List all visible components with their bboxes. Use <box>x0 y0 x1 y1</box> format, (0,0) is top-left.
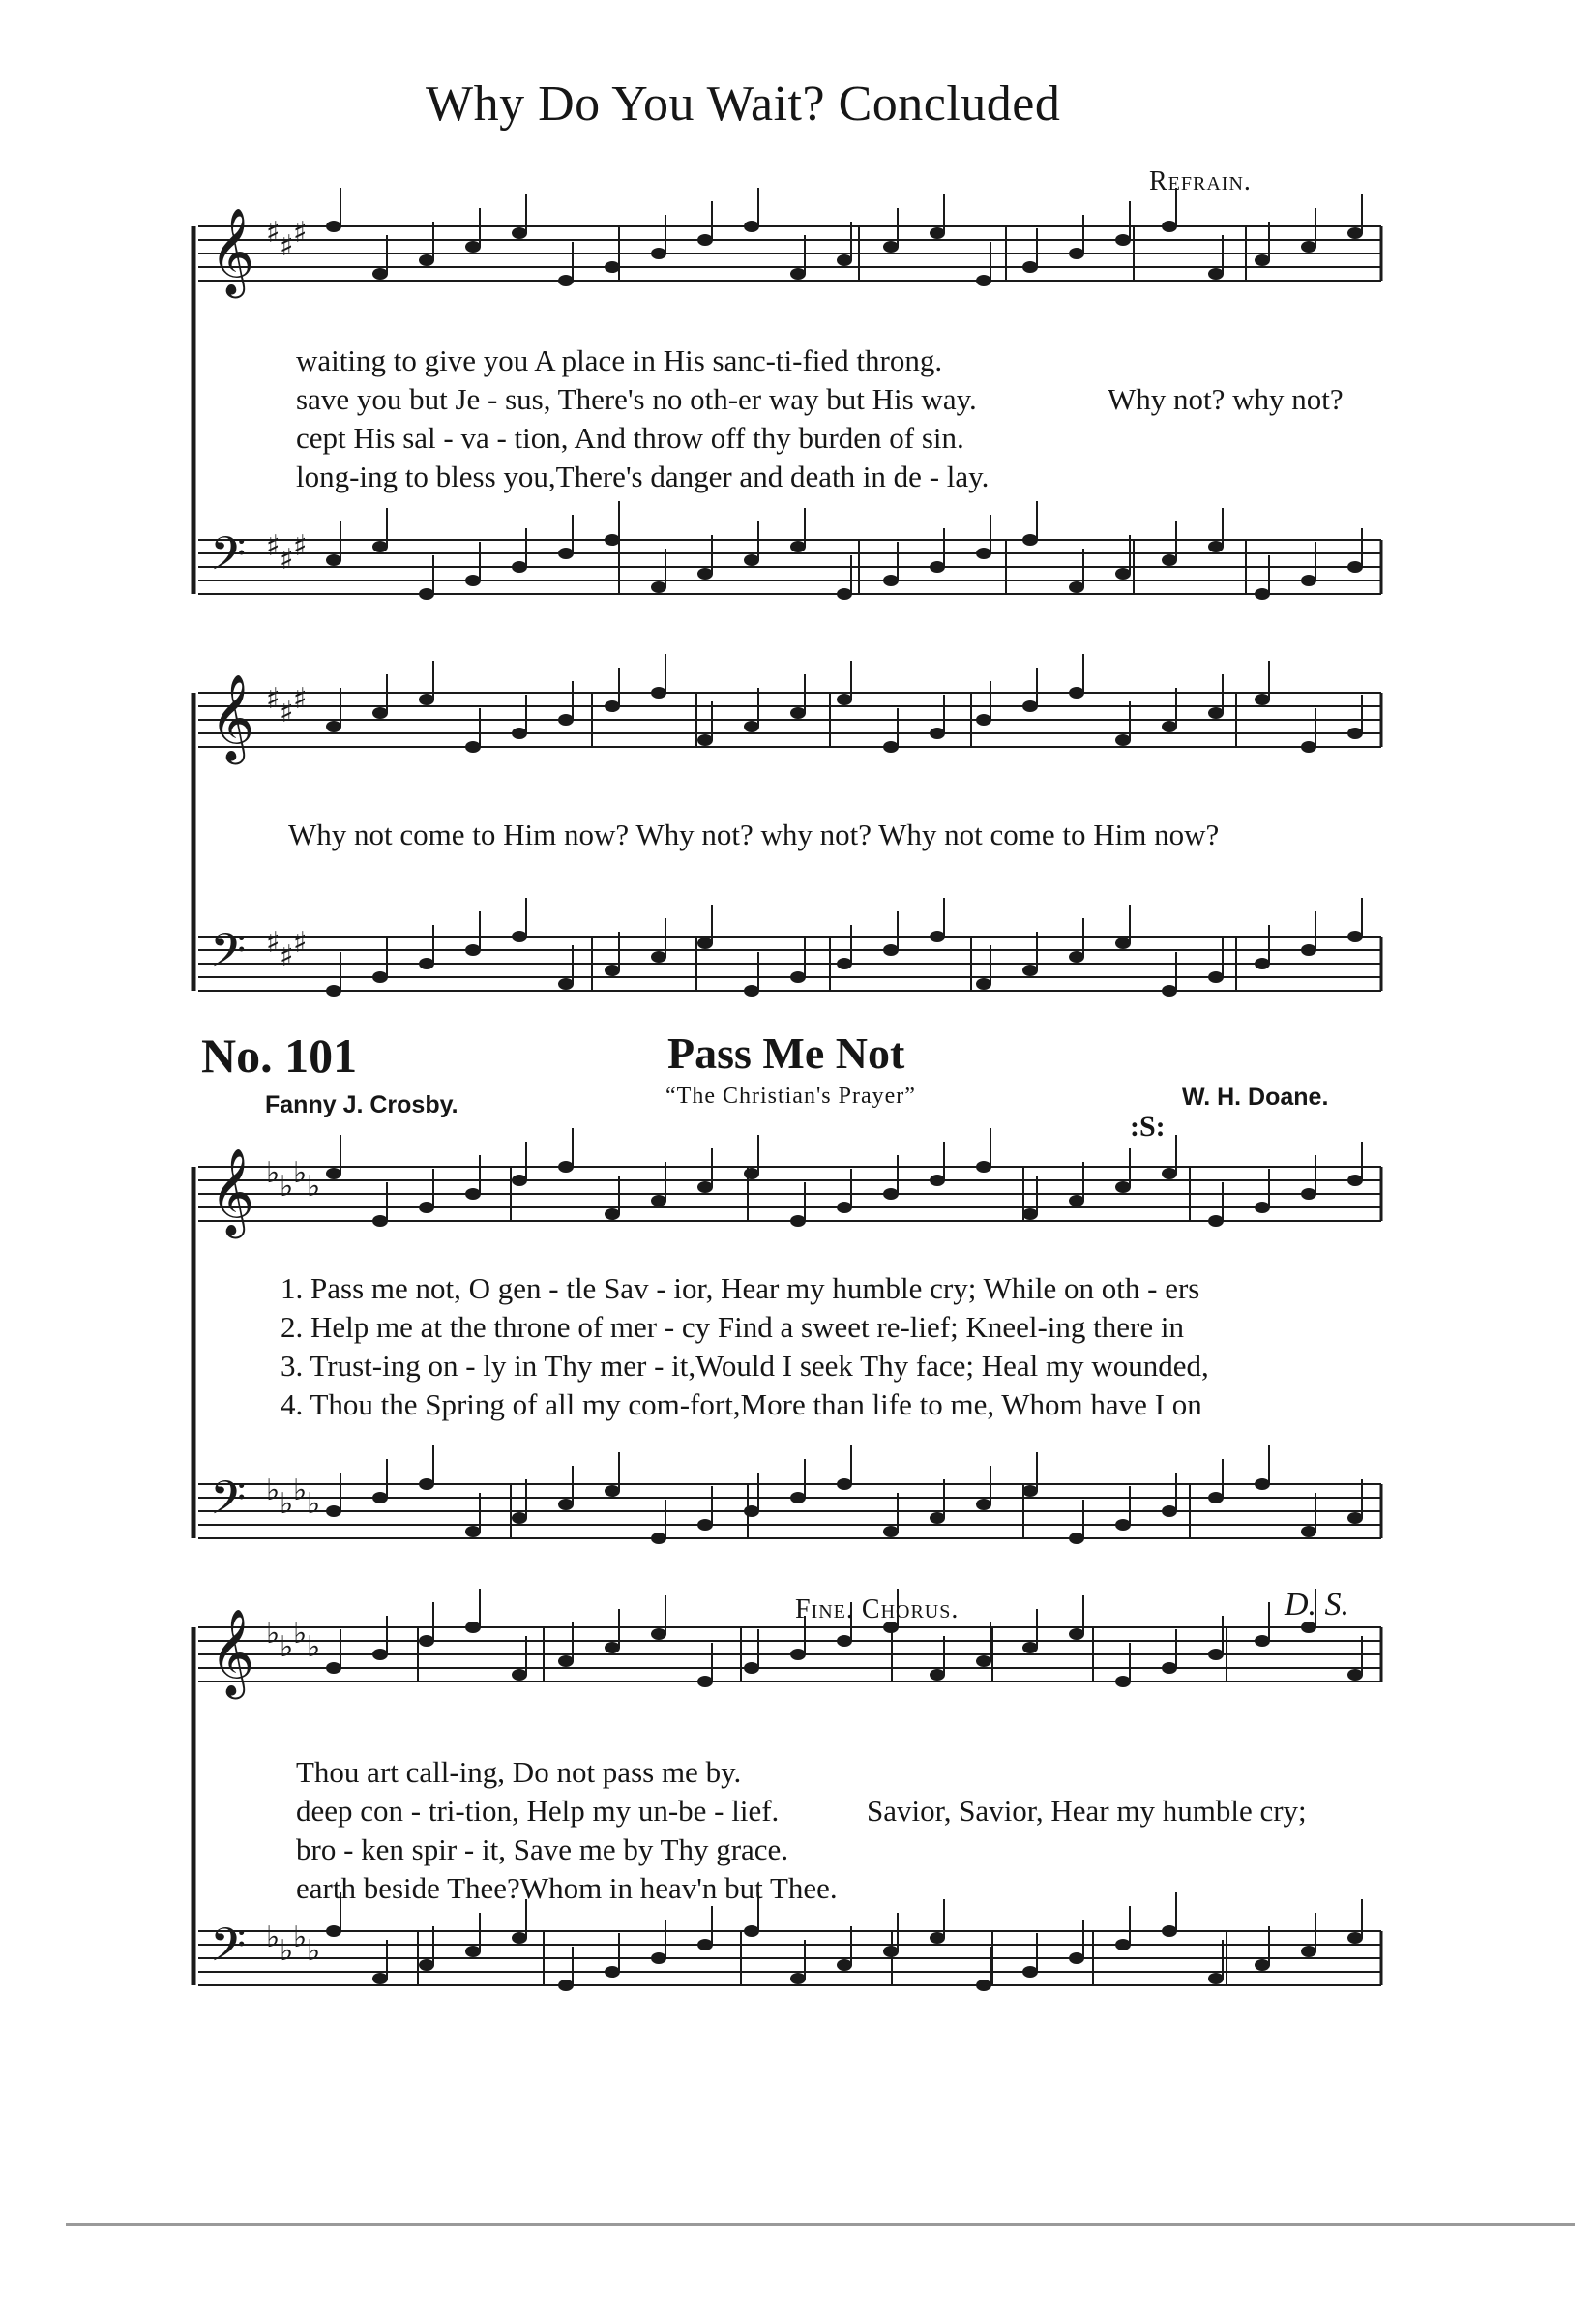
sharp-icon: ♯ <box>266 529 281 563</box>
sharp-icon: ♯ <box>293 682 308 716</box>
note-head <box>1162 1168 1177 1179</box>
note-head <box>883 241 899 253</box>
note-head <box>1115 734 1131 746</box>
treble-clef-icon: 𝄞 <box>210 208 255 295</box>
note-head <box>372 268 388 280</box>
note-head <box>1162 1505 1177 1517</box>
note-head <box>790 1215 806 1227</box>
note-head <box>1022 1966 1038 1978</box>
note-head <box>465 241 481 253</box>
note-head <box>372 1215 388 1227</box>
note-head <box>1301 741 1316 753</box>
treble-clef-icon: 𝄞 <box>210 1609 255 1696</box>
note-head <box>837 1478 852 1490</box>
flat-icon: ♭ <box>280 1630 294 1664</box>
note-head <box>419 1478 434 1490</box>
note-head <box>1022 965 1038 976</box>
note-head <box>976 1499 991 1510</box>
note-head <box>419 254 434 266</box>
sharp-icon: ♯ <box>293 926 308 960</box>
note-head <box>744 221 759 232</box>
note-head <box>326 221 341 232</box>
note-head <box>419 588 434 600</box>
note-head <box>837 958 852 969</box>
treble-clef-icon: 𝄞 <box>210 1148 255 1235</box>
lyric-line: cept His sal - va - tion, And throw off thy burden of sin. <box>296 421 964 455</box>
note-head <box>558 1980 574 1991</box>
note-head <box>512 1175 527 1186</box>
note-head <box>558 1161 574 1173</box>
note-head <box>744 1505 759 1517</box>
lyric-line: 2. Help me at the throne of mer - cy Find a sweet re-lief; Kneel-ing there in <box>281 1310 1184 1344</box>
treble-clef-icon: 𝄞 <box>210 674 255 761</box>
sharp-icon: ♯ <box>293 529 308 563</box>
note-head <box>1069 1533 1084 1544</box>
sharp-icon: ♯ <box>266 926 281 960</box>
note-head <box>697 734 713 746</box>
hymn-title: Why Do You Wait? Concluded <box>426 76 1061 132</box>
flat-icon: ♭ <box>307 1934 321 1968</box>
note-head <box>512 1669 527 1681</box>
flat-icon: ♭ <box>293 1156 308 1190</box>
note-head <box>605 700 620 712</box>
note-head <box>883 1946 899 1957</box>
note-head <box>1301 1946 1316 1957</box>
note-head <box>697 1676 713 1687</box>
note-head <box>605 534 620 546</box>
note-head <box>1115 1181 1131 1193</box>
note-head <box>1208 1973 1224 1984</box>
refrain-label: Refrain. <box>1149 166 1252 196</box>
lyric-line: deep con - tri-tion, Help my un-be - lief. <box>296 1794 780 1828</box>
note-head <box>1255 694 1270 705</box>
note-head <box>1255 958 1270 969</box>
note-head <box>976 978 991 990</box>
note-head <box>1022 1485 1038 1497</box>
lyric-line: Thou art call-ing, Do not pass me by. <box>296 1755 742 1789</box>
note-head <box>976 714 991 726</box>
hymn-number: No. 101 <box>201 1028 358 1083</box>
note-head <box>837 1635 852 1647</box>
bass-clef-icon: 𝄢 <box>210 1918 247 1983</box>
note-head <box>744 1662 759 1674</box>
note-head <box>465 1946 481 1957</box>
note-head <box>1069 1952 1084 1964</box>
lyric-line: save you but Je - sus, There's no oth-er way but His way. <box>296 382 977 416</box>
flat-icon: ♭ <box>266 1920 281 1954</box>
note-head <box>1347 931 1363 942</box>
flat-icon: ♭ <box>307 1487 321 1521</box>
note-head <box>1255 1635 1270 1647</box>
note-head <box>790 1973 806 1984</box>
note-head <box>605 965 620 976</box>
note-head <box>1069 248 1084 259</box>
note-head <box>1255 1959 1270 1971</box>
flat-icon: ♭ <box>266 1156 281 1190</box>
note-head <box>1347 1175 1363 1186</box>
note-head <box>372 1492 388 1503</box>
note-head <box>790 707 806 719</box>
note-head <box>837 254 852 266</box>
flat-icon: ♭ <box>307 1630 321 1664</box>
flat-icon: ♭ <box>280 1487 294 1521</box>
note-head <box>326 1168 341 1179</box>
note-head <box>1208 1492 1224 1503</box>
note-head <box>512 1932 527 1944</box>
note-head <box>558 275 574 286</box>
bass-clef-icon: 𝄢 <box>210 1471 247 1536</box>
refrain-lyric: Why not come to Him now? Why not? why not? Why not come to Him now? <box>288 818 1220 851</box>
lyric-line: earth beside Thee?Whom in heav'n but Thee. <box>296 1871 838 1905</box>
note-head <box>465 944 481 956</box>
note-head <box>697 234 713 246</box>
chorus-lyric: Savior, Savior, Hear my humble cry; <box>867 1794 1307 1828</box>
note-head <box>1115 234 1131 246</box>
note-head <box>605 1485 620 1497</box>
note-head <box>326 721 341 732</box>
sharp-icon: ♯ <box>266 682 281 716</box>
note-head <box>605 1208 620 1220</box>
note-head <box>1115 938 1131 949</box>
note-head <box>651 951 666 963</box>
note-head <box>605 261 620 273</box>
note-head <box>1208 268 1224 280</box>
note-head <box>651 581 666 593</box>
note-head <box>976 1161 991 1173</box>
note-head <box>1255 1202 1270 1213</box>
note-head <box>1069 581 1084 593</box>
note-head <box>372 707 388 719</box>
note-head <box>1115 568 1131 580</box>
sharp-icon: ♯ <box>280 939 294 973</box>
note-head <box>372 1649 388 1660</box>
note-head <box>372 1973 388 1984</box>
note-head <box>1162 985 1177 997</box>
flat-icon: ♭ <box>293 1474 308 1507</box>
note-head <box>651 1195 666 1206</box>
note-head <box>976 548 991 559</box>
note-head <box>976 275 991 286</box>
note-head <box>326 1662 341 1674</box>
note-head <box>651 248 666 259</box>
note-head <box>1115 1519 1131 1531</box>
page-bottom-rule <box>66 2223 1575 2226</box>
note-head <box>605 1642 620 1653</box>
note-head <box>930 728 945 739</box>
bass-clef-icon: 𝄢 <box>210 526 247 592</box>
note-head <box>1022 1642 1038 1653</box>
note-head <box>419 694 434 705</box>
note-head <box>790 971 806 983</box>
note-head <box>883 1526 899 1537</box>
note-head <box>976 1980 991 1991</box>
sharp-icon: ♯ <box>293 216 308 250</box>
note-head <box>744 1168 759 1179</box>
note-head <box>790 1649 806 1660</box>
note-head <box>1255 1478 1270 1490</box>
flat-icon: ♭ <box>307 1170 321 1204</box>
note-head <box>697 1519 713 1531</box>
note-head <box>1069 951 1084 963</box>
note-head <box>512 1512 527 1524</box>
composer-credit: W. H. Doane. <box>1182 1084 1329 1111</box>
note-head <box>697 1939 713 1950</box>
note-head <box>558 714 574 726</box>
lyric-line: long-ing to bless you,There's danger and death in de - lay. <box>296 460 990 493</box>
flat-icon: ♭ <box>266 1617 281 1651</box>
note-head <box>651 1952 666 1964</box>
note-head <box>930 1175 945 1186</box>
note-head <box>790 541 806 552</box>
lyric-line: bro - ken spir - it, Save me by Thy grace. <box>296 1832 789 1866</box>
note-head <box>326 554 341 566</box>
note-head <box>1208 707 1224 719</box>
note-head <box>1301 944 1316 956</box>
lyric-line: 1. Pass me not, O gen - tle Sav - ior, Hear my humble cry; While on oth - ers <box>281 1271 1200 1305</box>
note-head <box>790 268 806 280</box>
note-head <box>512 227 527 239</box>
note-head <box>1347 227 1363 239</box>
note-head <box>419 958 434 969</box>
note-head <box>1301 241 1316 253</box>
note-head <box>558 1655 574 1667</box>
note-head <box>1162 1662 1177 1674</box>
note-head <box>1301 1526 1316 1537</box>
note-head <box>744 721 759 732</box>
note-head <box>558 1499 574 1510</box>
note-head <box>651 1628 666 1640</box>
sharp-icon: ♯ <box>280 543 294 577</box>
note-head <box>1162 554 1177 566</box>
note-head <box>1022 700 1038 712</box>
note-head <box>837 1202 852 1213</box>
flat-icon: ♭ <box>293 1920 308 1954</box>
sharp-icon: ♯ <box>280 696 294 729</box>
note-head <box>930 1669 945 1681</box>
note-head <box>1208 541 1224 552</box>
note-head <box>1347 1932 1363 1944</box>
note-head <box>883 944 899 956</box>
note-head <box>465 741 481 753</box>
note-head <box>1022 534 1038 546</box>
note-head <box>419 1959 434 1971</box>
fine-chorus-label: Fine. Chorus. <box>795 1594 960 1624</box>
note-head <box>1347 1512 1363 1524</box>
note-head <box>744 554 759 566</box>
note-head <box>697 1181 713 1193</box>
note-head <box>558 548 574 559</box>
flat-icon: ♭ <box>280 1934 294 1968</box>
bass-clef-icon: 𝄢 <box>210 923 247 989</box>
lyric-line: waiting to give you A place in His sanc-ti-fied throng. <box>296 343 943 377</box>
note-head <box>1208 971 1224 983</box>
note-head <box>697 938 713 949</box>
note-head <box>1115 1939 1131 1950</box>
note-head <box>790 1492 806 1503</box>
flat-icon: ♭ <box>280 1170 294 1204</box>
note-head <box>1347 728 1363 739</box>
note-head <box>1301 1188 1316 1200</box>
note-head <box>1115 1676 1131 1687</box>
note-head <box>465 575 481 586</box>
refrain-lyric-start: Why not? why not? <box>1108 382 1344 416</box>
note-head <box>512 931 527 942</box>
note-head <box>930 227 945 239</box>
note-head <box>1347 561 1363 573</box>
note-head <box>1208 1215 1224 1227</box>
note-head <box>1069 1195 1084 1206</box>
note-head <box>1255 254 1270 266</box>
segno-mark: :S: <box>1130 1111 1166 1143</box>
note-head <box>326 1505 341 1517</box>
lyric-line: 3. Trust-ing on - ly in Thy mer - it,Would I seek Thy face; Heal my wounded, <box>281 1349 1209 1383</box>
ds-mark: D. S. <box>1285 1587 1350 1622</box>
note-head <box>1162 221 1177 232</box>
note-head <box>1069 687 1084 699</box>
note-head <box>1301 575 1316 586</box>
note-head <box>697 568 713 580</box>
note-head <box>930 931 945 942</box>
flat-icon: ♭ <box>266 1474 281 1507</box>
note-head <box>837 588 852 600</box>
note-head <box>1162 1925 1177 1937</box>
note-head <box>326 1925 341 1937</box>
note-head <box>976 1655 991 1667</box>
note-head <box>372 541 388 552</box>
note-head <box>512 728 527 739</box>
note-head <box>1347 1669 1363 1681</box>
note-head <box>1022 261 1038 273</box>
note-head <box>930 1512 945 1524</box>
note-head <box>326 985 341 997</box>
sharp-icon: ♯ <box>266 216 281 250</box>
note-head <box>837 1959 852 1971</box>
note-head <box>883 1188 899 1200</box>
note-head <box>465 1622 481 1633</box>
note-head <box>744 1925 759 1937</box>
note-head <box>465 1526 481 1537</box>
note-head <box>419 1635 434 1647</box>
note-head <box>465 1188 481 1200</box>
note-head <box>837 694 852 705</box>
note-head <box>1069 1628 1084 1640</box>
note-head <box>651 687 666 699</box>
note-head <box>651 1533 666 1544</box>
note-head <box>605 1966 620 1978</box>
note-head <box>930 1932 945 1944</box>
note-head <box>1255 588 1270 600</box>
note-head <box>512 561 527 573</box>
note-head <box>930 561 945 573</box>
hymn-title: Pass Me Not <box>667 1028 905 1078</box>
note-head <box>883 741 899 753</box>
note-head <box>1022 1208 1038 1220</box>
note-head <box>744 985 759 997</box>
note-head <box>1162 721 1177 732</box>
flat-icon: ♭ <box>293 1617 308 1651</box>
note-head <box>883 575 899 586</box>
note-head <box>558 978 574 990</box>
hymn-subtitle: “The Christian's Prayer” <box>665 1084 916 1109</box>
lyric-line: 4. Thou the Spring of all my com-fort,More than life to me, Whom have I on <box>281 1387 1202 1421</box>
note-head <box>419 1202 434 1213</box>
poet-credit: Fanny J. Crosby. <box>265 1091 458 1118</box>
note-head <box>1208 1649 1224 1660</box>
sharp-icon: ♯ <box>280 229 294 263</box>
note-head <box>372 971 388 983</box>
